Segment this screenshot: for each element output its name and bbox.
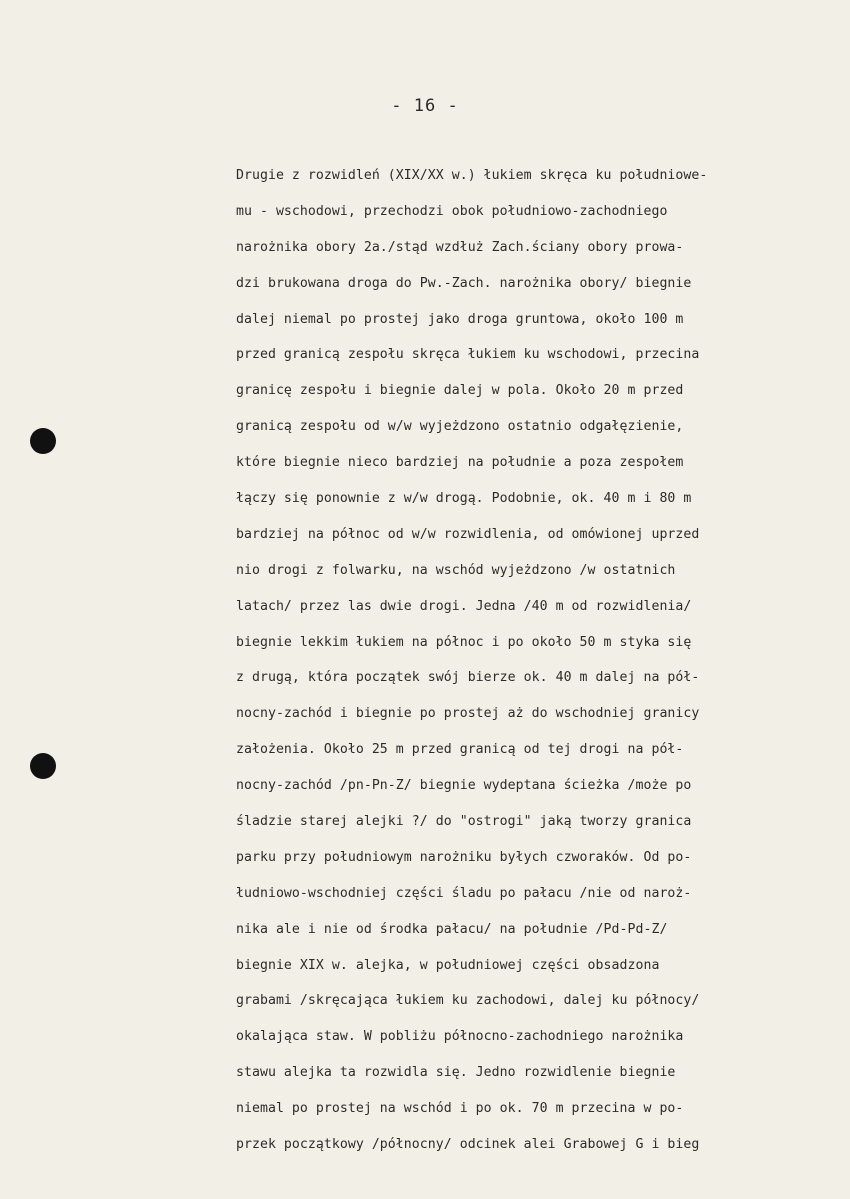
text-line: łudniowo-wschodniej części śladu po pałacu /nie od naroż- <box>236 885 692 901</box>
text-line: bardziej na północ od w/w rozwidlenia, od omówionej uprzed <box>236 526 700 542</box>
text-line: nocny-zachód i biegnie po prostej aż do wschodniej granicy <box>236 706 700 722</box>
text-line: Drugie z rozwidleń (XIX/XX w.) łukiem skręca ku południowe- <box>236 168 708 183</box>
text-line: grabami /skręcająca łukiem ku zachodowi, dalej ku północy/ <box>236 993 700 1009</box>
text-line: granicę zespołu i biegnie dalej w pola. Około 20 m przed <box>236 383 684 399</box>
text-line: nocny-zachód /pn-Pn-Z/ biegnie wydeptana ścieżka /może po <box>236 778 692 794</box>
text-line: biegnie lekkim łukiem na północ i po około 50 m styka się <box>236 634 692 650</box>
text-line: przed granicą zespołu skręca łukiem ku wschodowi, przecina <box>236 347 700 363</box>
text-line: założenia. Około 25 m przed granicą od tej drogi na pół- <box>236 742 684 758</box>
text-line: nio drogi z folwarku, na wschód wyjeżdzono /w ostatnich <box>236 562 676 578</box>
punch-hole <box>30 428 56 454</box>
text-line: narożnika obory 2a./stąd wzdłuż Zach.ściany obory prowa- <box>236 239 684 255</box>
typed-paragraph <box>236 158 848 1163</box>
text-line: niemal po prostej na wschód i po ok. 70 m przecina w po- <box>236 1101 684 1117</box>
text-line: dzi brukowana droga do Pw.-Zach. narożnika obory/ biegnie <box>236 275 692 291</box>
text-line: z drugą, która początek swój bierze ok. 40 m dalej na pół- <box>236 670 700 686</box>
text-line: dalej niemal po prostej jako droga gruntowa, około 100 m <box>236 311 684 327</box>
text-line: okalająca staw. W pobliżu północno-zachodniego narożnika <box>236 1029 684 1045</box>
text-line: stawu alejka ta rozwidla się. Jedno rozwidlenie biegnie <box>236 1065 676 1081</box>
text-line: biegnie XIX w. alejka, w południowej części obsadzona <box>236 957 660 973</box>
text-line: które biegnie nieco bardziej na południe a poza zespołem <box>236 455 684 471</box>
text-line: łączy się ponownie z w/w drogą. Podobnie, ok. 40 m i 80 m <box>236 491 692 507</box>
text-line: nika ale i nie od środka pałacu/ na południe /Pd-Pd-Z/ <box>236 921 668 937</box>
text-line: mu - wschodowi, przechodzi obok południowo-zachodniego <box>236 203 668 219</box>
text-line: latach/ przez las dwie drogi. Jedna /40 m od rozwidlenia/ <box>236 598 692 614</box>
text-line: parku przy południowym narożniku byłych czworaków. Od po- <box>236 849 692 865</box>
text-line: przek początkowy /północny/ odcinek alei Grabowej G i bieg <box>236 1137 700 1153</box>
text-line: śladzie starej alejki ?/ do "ostrogi" jaką tworzy granica <box>236 814 692 830</box>
punch-hole <box>30 753 56 779</box>
page-number: - 16 - <box>391 96 459 116</box>
text-line: granicą zespołu od w/w wyjeżdzono ostatnio odgałęzienie, <box>236 419 684 435</box>
